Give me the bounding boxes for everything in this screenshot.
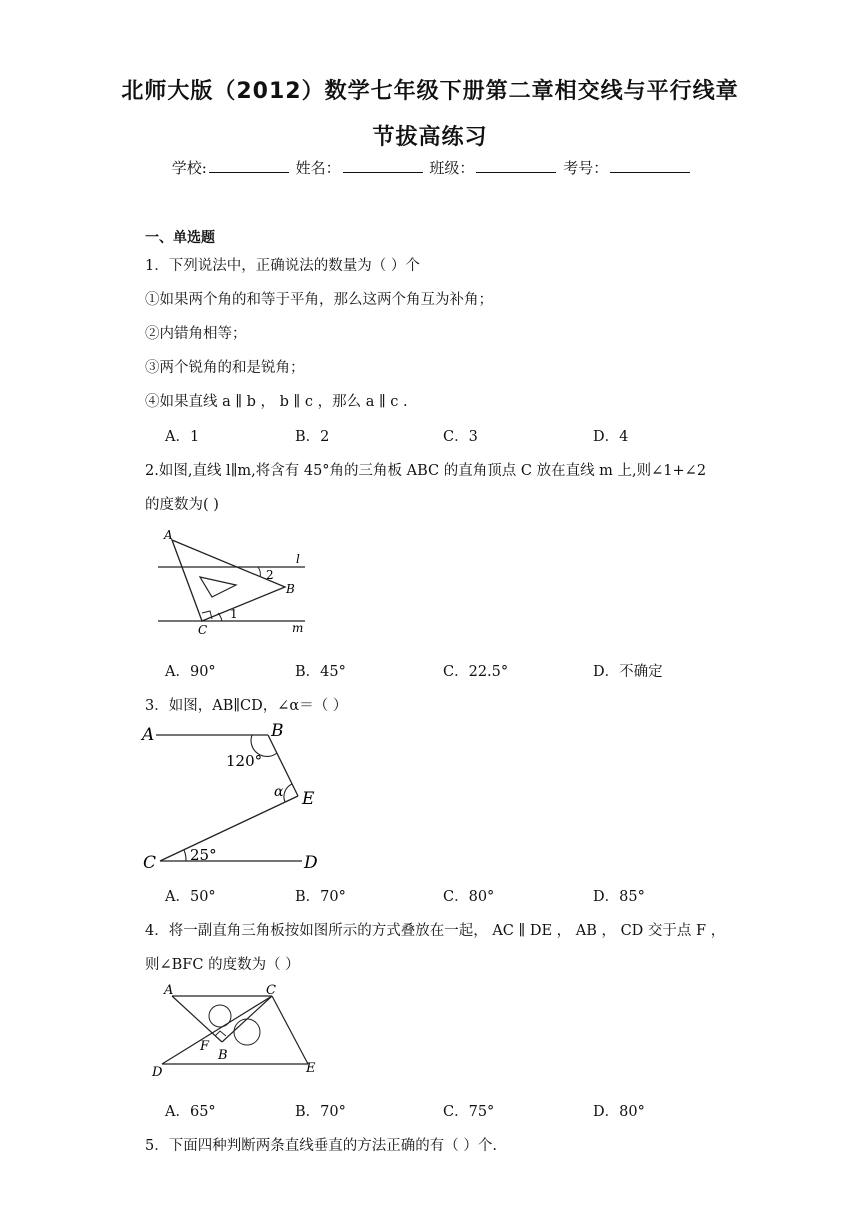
q1-option-d: D．4 — [593, 429, 629, 445]
q2-label-c: C — [198, 623, 208, 637]
q3-label-a: A — [142, 725, 155, 745]
q2-label-l: l — [296, 552, 300, 566]
student-info-row — [0, 157, 860, 178]
q3-option-c: C．80° — [443, 889, 495, 905]
q1-option-c: C．3 — [443, 429, 478, 445]
q3-label-e: E — [302, 789, 315, 809]
q3-label-c: C — [143, 853, 157, 873]
q4-option-b: B．70° — [295, 1104, 346, 1120]
q2-label-b: B — [286, 582, 295, 596]
q4-stem-line2: 则∠BFC 的度数为（ ） — [145, 957, 300, 973]
document-title-line2: 节拔高练习 — [372, 125, 488, 150]
q2-label-2: 2 — [266, 568, 274, 582]
school-blank — [209, 160, 289, 173]
q2-option-d: D．不确定 — [593, 664, 663, 680]
q5-stem: 5．下面四种判断两条直线垂直的方法正确的有（ ）个. — [145, 1138, 497, 1154]
q3-figure — [140, 718, 340, 878]
q3-label-alpha: α — [274, 784, 284, 800]
q4-label-f: F — [200, 1039, 210, 1054]
q3-label-120: 120° — [226, 752, 263, 770]
q3-option-d: D．85° — [593, 889, 645, 905]
q1-statement-3: ③两个锐角的和是锐角； — [145, 360, 305, 376]
document-title-line1: 北师大版（2012）数学七年级下册第二章相交线与平行线章 — [121, 79, 739, 104]
school-label: 学校: — [171, 159, 207, 177]
q1-option-a: A．1 — [165, 429, 200, 445]
q2-stem-line1: 2.如图,直线 l∥m,将含有 45°角的三角板 ABC 的直角顶点 C 放在直线 m 上,则∠1+∠2 — [145, 463, 707, 479]
q4-figure — [148, 980, 333, 1080]
exam-no-label: 考号： — [563, 159, 609, 177]
q4-label-c: C — [266, 983, 276, 998]
q2-option-a: A．90° — [165, 664, 216, 680]
q4-label-e: E — [306, 1061, 316, 1076]
q4-option-d: D．80° — [593, 1104, 645, 1120]
q3-option-a: A．50° — [165, 889, 216, 905]
q2-label-a: A — [164, 528, 173, 542]
exam-no-blank — [610, 160, 690, 173]
q3-label-d: D — [304, 853, 318, 873]
q2-option-b: B．45° — [295, 664, 346, 680]
q4-label-a: A — [164, 983, 174, 998]
q2-label-m: m — [292, 621, 304, 635]
q1-statement-2: ②内错角相等； — [145, 326, 247, 342]
name-blank — [343, 160, 423, 173]
q1-option-b: B．2 — [295, 429, 330, 445]
q1-statement-4: ④如果直线 a ∥ b ， b ∥ c ，那么 a ∥ c . — [145, 394, 408, 410]
q4-option-c: C．75° — [443, 1104, 495, 1120]
name-label: 姓名： — [295, 159, 341, 177]
q4-label-b: B — [218, 1048, 228, 1063]
q2-figure — [150, 525, 320, 640]
q3-stem: 3．如图，AB∥CD，∠α＝（ ） — [145, 698, 348, 714]
q1-statement-1: ①如果两个角的和等于平角，那么这两个角互为补角； — [145, 292, 493, 308]
section-heading: 一、单选题 — [145, 230, 215, 246]
q1-stem: 1．下列说法中，正确说法的数量为（ ）个 — [145, 258, 420, 274]
class-label: 班级： — [429, 159, 475, 177]
class-blank — [476, 160, 556, 173]
q3-label-25: 25° — [190, 846, 217, 864]
q2-label-1: 1 — [230, 607, 238, 621]
q3-label-b: B — [271, 721, 284, 741]
q3-option-b: B．70° — [295, 889, 346, 905]
q4-stem-line1: 4．将一副直角三角板按如图所示的方式叠放在一起， AC ∥ DE ， AB ， CD 交于点 F ， — [145, 923, 726, 939]
q2-stem-line2: 的度数为( ) — [145, 497, 219, 513]
q4-label-d: D — [152, 1065, 163, 1080]
q2-option-c: C．22.5° — [443, 664, 509, 680]
q4-option-a: A．65° — [165, 1104, 216, 1120]
